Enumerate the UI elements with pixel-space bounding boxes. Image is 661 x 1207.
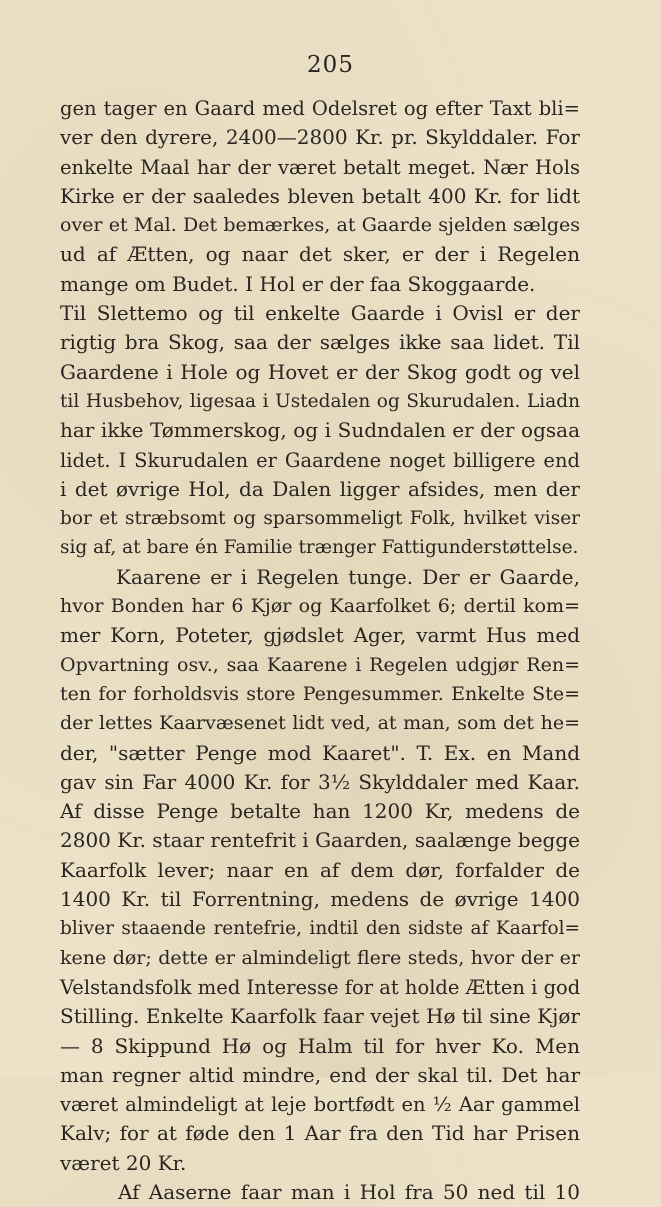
text-line: mange om Budet. I Hol er der faa Skoggaarde. (60, 271, 536, 296)
text-line: Kaarfolk lever; naar en af dem dør, forfalder de (60, 857, 580, 882)
text-line: Kalv; for at føde den 1 Aar fra den Tid har Prisen (60, 1121, 580, 1146)
text-line: lidet. I Skurudalen er Gaardene noget billigere end (60, 448, 580, 472)
text-line: Stilling. Enkelte Kaarfolk faar vejet Hø til sine Kjør (60, 1004, 580, 1029)
text-line: ud af Ætten, og naar det sker, er der i Regelen (60, 242, 580, 267)
text-line: enkelte Maal har der været betalt meget. Nær Hols (60, 155, 580, 179)
text-line: mer Korn, Poteter, gjødslet Ager, varmt Hus med (60, 623, 580, 648)
text-line: til Husbehov, ligesaa i Ustedalen og Skurudalen. Liadn (60, 390, 580, 412)
text-line: man regner altid mindre, end der skal til. Det har (60, 1062, 580, 1087)
body-text (60, 94, 580, 1207)
text-line: ver den dyrere, 2400—2800 Kr. pr. Skylddaler. For (60, 125, 580, 150)
text-line: Kirke er der saaledes bleven betalt 400 Kr. for lidt (60, 183, 580, 208)
text-line: har ikke Tømmerskog, og i Sudndalen er der ogsaa (60, 418, 580, 443)
text-line: rigtig bra Skog, saa der sælges ikke saa lidet. Til (60, 330, 580, 355)
text-line: der lettes Kaarvæsenet lidt ved, at man, som det he= (60, 712, 580, 735)
text-line: 1400 Kr. til Forrentning, medens de øvrige 1400 (60, 887, 580, 912)
text-line: 2800 Kr. staar rentefrit i Gaarden, saalænge begge (60, 828, 580, 853)
text-line: gav sin Far 4000 Kr. for 3½ Skylddaler med Kaar. (60, 769, 580, 794)
text-line: i det øvrige Hol, da Dalen ligger afsides, men der (60, 476, 580, 501)
text-line: Opvartning osv., saa Kaarene i Regelen udgjør Ren= (60, 653, 580, 676)
page-number: 205 (307, 52, 354, 78)
text-line: været almindeligt at leje bortfødt en ½ Aar gammel (60, 1093, 580, 1117)
text-line: Gaardene i Hole og Hovet er der Skog godt og vel (60, 359, 580, 384)
text-line: ten for forholdsvis store Pengesummer. Enkelte Ste= (60, 682, 580, 705)
text-line: sig af, at bare én Familie trænger Fattigunderstøttelse. (60, 537, 579, 559)
text-line: kene dør; dette er almindeligt flere steds, hvor der er (60, 946, 580, 969)
text-line: Velstandsfolk med Interesse for at holde Ætten i god (60, 975, 581, 999)
text-line: — 8 Skippund Hø og Halm til for hver Ko. Men (60, 1033, 580, 1058)
text-line: været 20 Kr. (60, 1150, 187, 1175)
text-line: der, "sætter Penge mod Kaaret". T. Ex. en Mand (60, 740, 580, 765)
text-line: Kaarene er i Regelen tunge. Der er Gaarde, (116, 564, 580, 589)
text-line: over et Mal. Det bemærkes, at Gaarde sjelden sælges (60, 214, 580, 237)
text-line: hvor Bonden har 6 Kjør og Kaarfolket 6; dertil kom= (60, 595, 580, 618)
text-line: gen tager en Gaard med Odelsret og efter Taxt bli= (60, 97, 580, 120)
text-line: Til Slettemo og til enkelte Gaarde i Ovisl er der (60, 301, 580, 326)
text-line: Af Aaserne faar man i Hol fra 50 ned til 10 (118, 1179, 580, 1204)
text-line: Af disse Penge betalte han 1200 Kr, medens de (60, 799, 580, 824)
text-line: bliver staaende rentefrie, indtil den sidste af Kaarfol= (60, 918, 580, 940)
text-line: bor et stræbsomt og sparsommeligt Folk, hvilket viser (60, 508, 580, 530)
